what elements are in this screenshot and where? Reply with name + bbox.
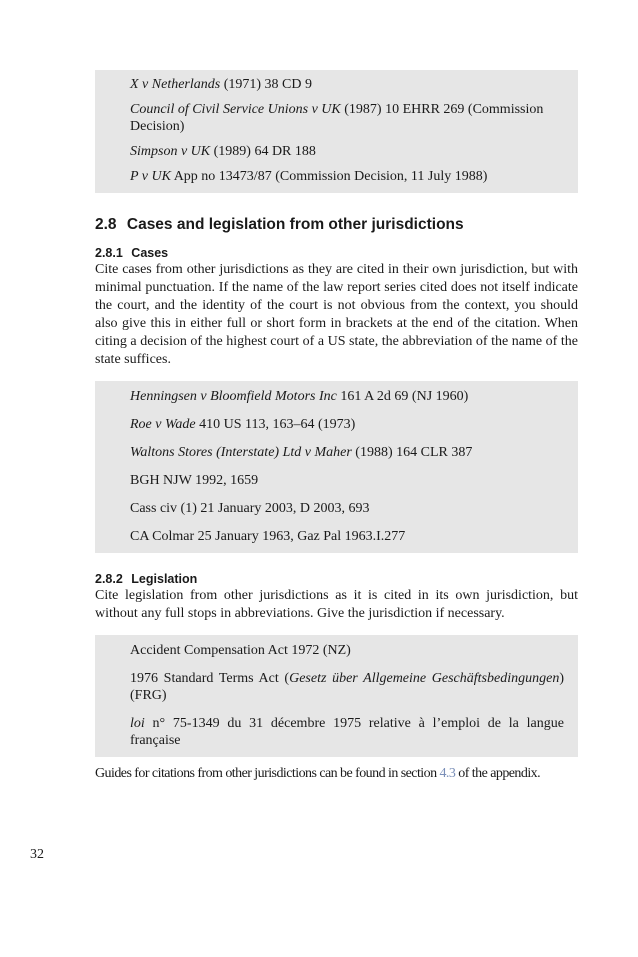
section-heading [95,215,578,235]
legislation-citation: n° 75-1349 du 31 décembre 1975 relative à l’emploi de la langue française [130,716,564,748]
closing-text: Guides for citations from other jurisdictions can be found in section [95,766,440,781]
case-name: Henningsen v Bloomfield Motors Inc [130,389,337,404]
legislation-entry [130,712,564,751]
citation-entry [130,441,564,469]
citation-details: CA Colmar 25 January 1963, Gaz Pal 1963.I.277 [130,529,406,544]
case-name: Council of Civil Service Unions v UK [130,102,341,117]
subsection-heading-legislation [95,571,578,587]
citation-entry [130,99,564,141]
citation-details: (1987) 10 EHRR 269 (Commission Decision) [130,102,544,134]
page-number: 32 [30,847,44,862]
citation-details: (1989) 64 DR 188 [210,144,316,159]
citation-entry [130,74,564,99]
legislation-citation: ) (FRG) [130,671,564,703]
subsection-title: Legislation [131,572,198,586]
citation-entry [130,385,564,413]
citation-details: BGH NJW 1992, 1659 [130,473,259,488]
citation-entry [130,469,564,497]
citation-entry [130,413,564,441]
citation-examples-box-1 [95,70,578,193]
legislation-type: loi [130,716,145,731]
citation-details: 410 US 113, 163–64 (1973) [195,417,356,432]
legislation-entry [130,639,564,667]
closing-paragraph [95,765,578,783]
citation-details: (1971) 38 CD 9 [220,77,312,92]
cases-paragraph: Cite cases from other jurisdictions as they are cited in their own jurisdiction, but with minimal punctuation. If the name of the law report series cited does not itself indicate the court, and the identity of the court is not obvious from the context, you should also give this in either full or short form in brackets at the end of the citation. When citing a decision of the highest court of a US state, the abbreviation of the name of the state suffices. [95,262,578,367]
section-number: 2.8 [95,216,117,233]
case-name: Roe v Wade [130,417,196,432]
citation-entry [130,166,564,187]
case-name: P v UK [130,169,171,184]
citation-details: 161 A 2d 69 (NJ 1960) [336,389,469,404]
subsection-number: 2.8.1 [95,246,123,260]
citation-details: App no 13473/87 (Commission Decision, 11 July 1988) [170,169,488,184]
legislation-citation: 1976 Standard Terms Act ( [130,671,290,686]
subsection-heading-cases [95,245,578,261]
page-content [95,70,578,783]
citation-entry [130,497,564,525]
subsection-number: 2.8.2 [95,572,123,586]
closing-text: of the appendix. [455,766,541,781]
legislation-citation: Accident Compensation Act 1972 (NZ) [130,643,351,658]
legislation-entry [130,667,564,712]
section-title: Cases and legislation from other jurisdictions [126,216,464,233]
legislation-foreign-title: Gesetz über Allgemeine Geschäftsbedingungen [289,671,560,686]
citation-entry [130,525,564,547]
legislation-paragraph: Cite legislation from other jurisdictions as it is cited in its own jurisdiction, but without any full stops in abbreviations. Give the jurisdiction if necessary. [95,588,578,621]
legislation-examples-box [95,635,578,757]
section-reference-link[interactable]: 4.3 [439,766,456,781]
subsection-title: Cases [131,246,169,260]
citation-entry [130,141,564,166]
citation-examples-box-2 [95,381,578,553]
citation-details: (1988) 164 CLR 387 [351,445,473,460]
case-name: Waltons Stores (Interstate) Ltd v Maher [130,445,352,460]
case-name: X v Netherlands [130,77,221,92]
citation-details: Cass civ (1) 21 January 2003, D 2003, 693 [130,501,370,516]
case-name: Simpson v UK [130,144,211,159]
